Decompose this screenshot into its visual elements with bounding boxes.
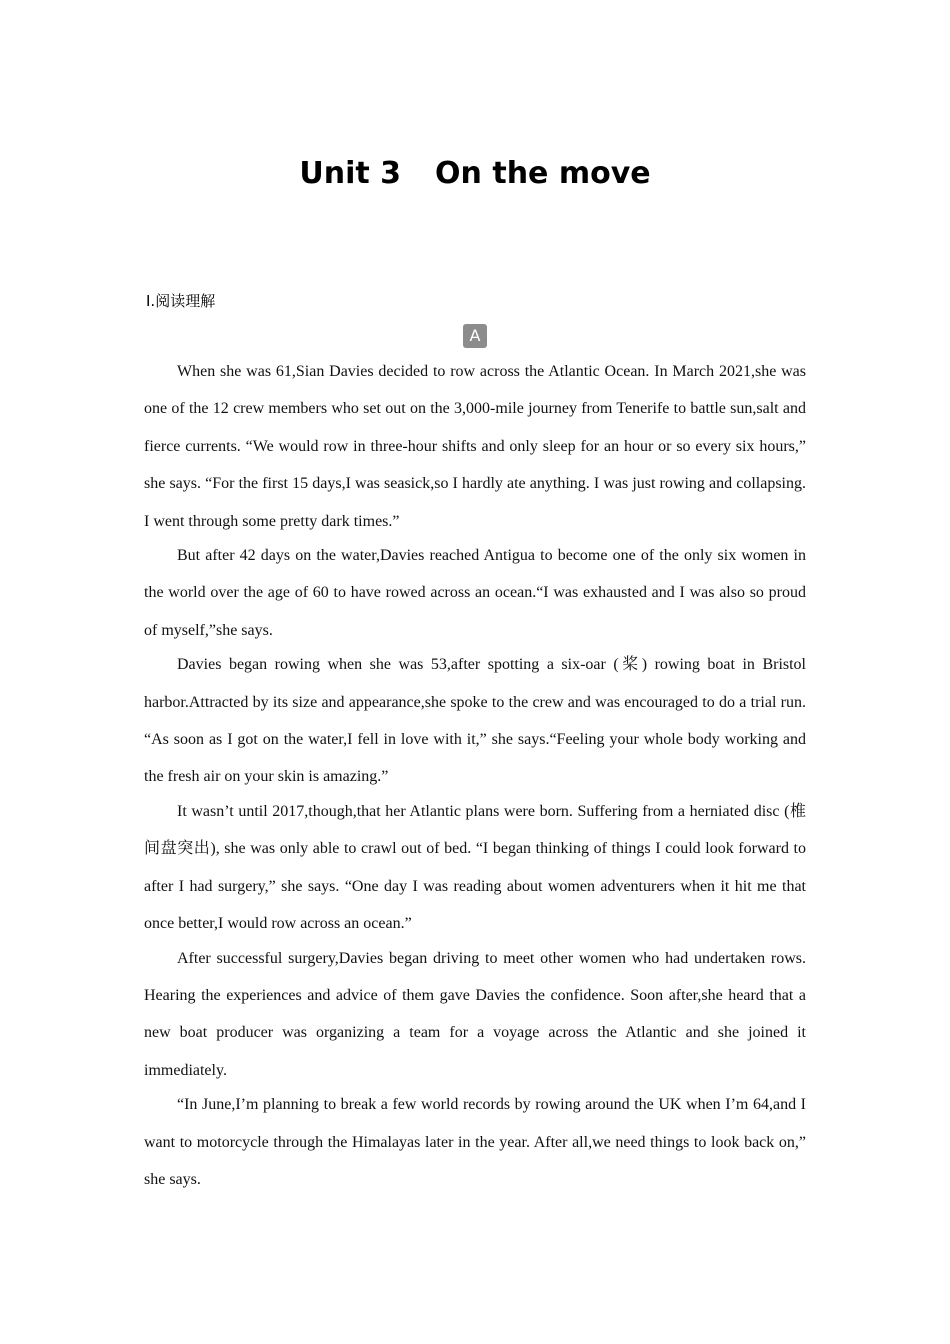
reading-passage [144,353,806,1195]
unit-number: Unit 3 [299,156,402,191]
passage-label-badge: A [463,324,487,348]
unit-name: On the move [435,156,651,191]
page-title [0,156,950,191]
passage-label-wrap [0,324,950,348]
paragraph-2: But after 42 days on the water,Davies reached Antigua to become one of the only six women in the world over the age of 60 to have rowed across an ocean.“I was exhausted and I was also so proud of myself,”she says. [144,547,806,639]
paragraph-1: When she was 61,Sian Davies decided to row across the Atlantic Ocean. In March 2021,she was one of the 12 crew members who set out on the 3,000-mile journey from Tenerife to battle sun,salt and fierce currents. “We would row in three-hour shifts and only sleep for an hour or so every six hours,” she says. “For the first 15 days,I was seasick,so I hardly ate anything. I was just rowing and collapsing. I went through some pretty dark times.” [144,363,806,530]
paragraph-4: It wasn’t until 2017,though,that her Atlantic plans were born. Suffering from a herniated disc (椎间盘突出), she was only able to crawl out of bed. “I began thinking of things I could look forward to after I had surgery,” she says. “One day I was reading about women adventurers when it hit me that once better,I would row across an ocean.” [144,802,806,933]
paragraph-5: After successful surgery,Davies began driving to meet other women who had undertaken rows. Hearing the experiences and advice of them gave Davies the confidence. Soon after,she heard that a new boat producer was organizing a team for a voyage across the Atlantic and she joined it immediately. [144,949,806,1079]
paragraph-6: “In June,I’m planning to break a few world records by rowing around the UK when I’m 64,and I want to motorcycle through the Himalayas later in the year. After all,we need things to look back on,” she says. [144,1096,806,1188]
paragraph-3: Davies began rowing when she was 53,after spotting a six-oar (桨) rowing boat in Bristol harbor.Attracted by its size and appearance,she spoke to the crew and was encouraged to do a trial run. “As soon as I got on the water,I fell in love with it,” she says.“Feeling your whole body working and the fresh air on your skin is amazing.” [144,656,806,786]
section-heading: Ⅰ.阅读理解 [146,292,216,310]
